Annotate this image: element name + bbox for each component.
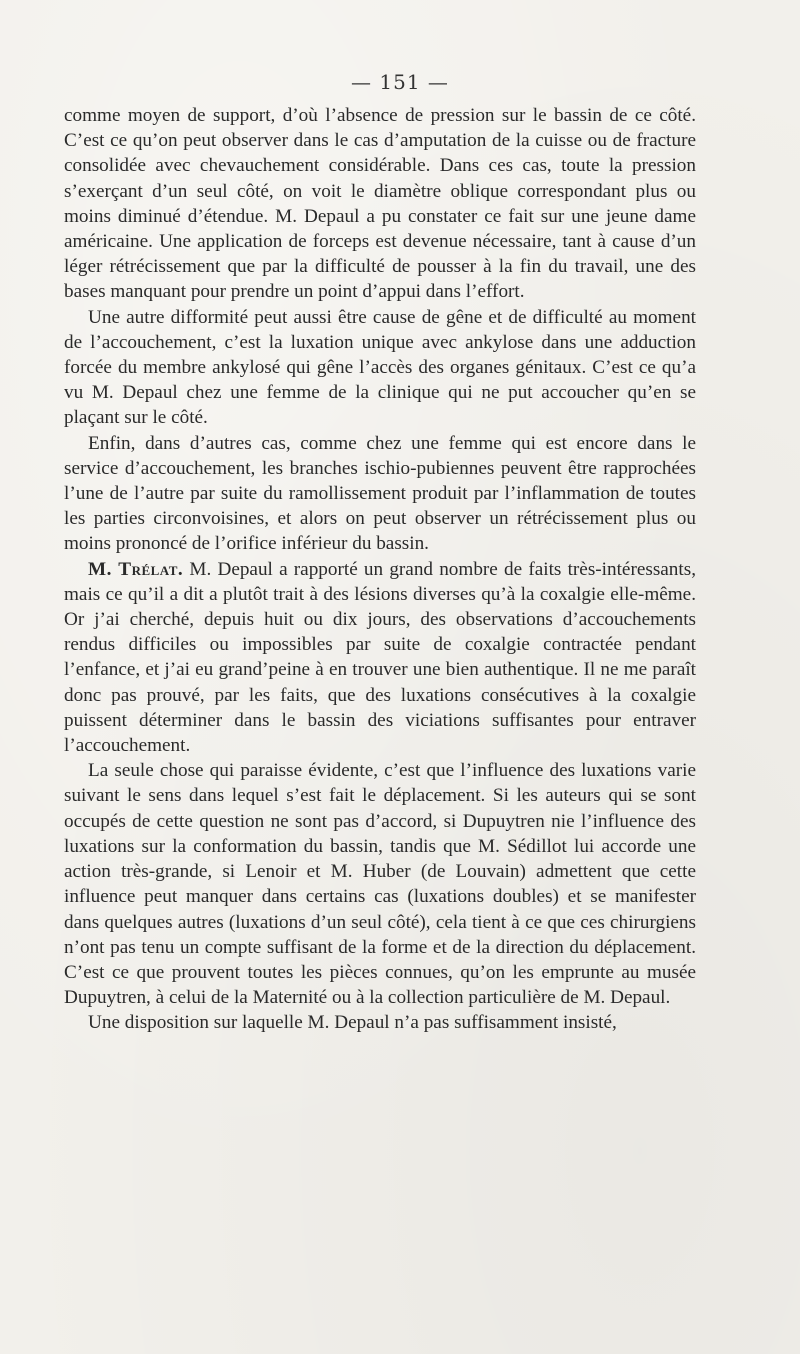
speaker-name: M. Trélat. [88, 558, 184, 580]
body-text [64, 103, 696, 1036]
paragraph-1: comme moyen de support, d’où l’absence de pression sur le bassin de ce côté. C’est ce qu’on peut observer dans le cas d’amputation de la cuisse ou de fracture consolidée avec chevauchement considérable. Dans ces cas, toute la pression s’exerçant d’un seul côté, on voit le diamètre oblique correspondant plus ou moins diminué d’étendue. M. Depaul a pu constater ce fait sur une jeune dame américaine. Une application de forceps est devenue nécessaire, tant à cause d’un léger rétrécissement que par la difficulté de pousser à la fin du travail, une des bases manquant pour prendre un point d’appui dans l’effort. [64, 105, 696, 303]
paragraph-5: La seule chose qui paraisse évidente, c’est que l’influence des luxations varie suivant le sens dans lequel s’est fait le déplacement. Si les auteurs qui se sont occupés de cette question ne sont pas d’accord, si Dupuytren nie l’influence des luxations sur la conformation du bassin, tandis que M. Sédillot lui accorde une action très-grande, si Lenoir et M. Huber (de Louvain) admettent que cette influence peut manquer dans certains cas (luxations doubles) et se manifester dans quelques autres (luxations d’un seul côté), cela tient à ce que ces chirurgiens n’ont pas tenu un compte suffisant de la forme et de la direction du déplacement. C’est ce que prouvent toutes les pièces connues, qu’on les emprunte au musée Dupuytren, à celui de la Maternité ou à la collection particulière de M. Depaul. [64, 760, 696, 1009]
page-number: — 151 — [351, 70, 449, 94]
paragraph-4 [64, 557, 696, 759]
paragraph-3: Enfin, dans d’autres cas, comme chez une femme qui est encore dans le service d’accouchement, les branches ischio-pubiennes peuvent être rapprochées l’une de l’autre par suite du ramollissement produit par l’inflammation de toutes les parties circonvoisines, et alors on peut observer un rétrécissement plus ou moins prononcé de l’orifice inférieur du bassin. [64, 432, 696, 555]
paragraph-4-text: M. Depaul a rapporté un grand nombre de faits très-intéressants, mais ce qu’il a dit a plutôt trait à des lésions diverses qu’à la coxalgie elle-même. Or j’ai cherché, depuis huit ou dix jours, des observations d’accouchements rendus difficiles ou impossibles par suite de coxalgie contractée pendant l’enfance, et j’ai eu grand’peine à en trouver une bien authentique. Il ne me paraît donc pas prouvé, par les faits, que des luxations consécutives à la coxalgie puissent déterminer dans le bassin des viciations suffisantes pour entraver l’accouchement. [64, 558, 696, 757]
paragraph-2: Une autre difformité peut aussi être cause de gêne et de difficulté au moment de l’accouchement, c’est la luxation unique avec ankylose dans une adduction forcée du membre ankylosé qui gêne l’accès des organes génitaux. C’est ce qu’a vu M. Depaul chez une femme de la clinique qui ne put accoucher qu’en se plaçant sur le côté. [64, 306, 696, 429]
paragraph-6: Une disposition sur laquelle M. Depaul n’a pas suffisamment insisté, [88, 1012, 617, 1034]
